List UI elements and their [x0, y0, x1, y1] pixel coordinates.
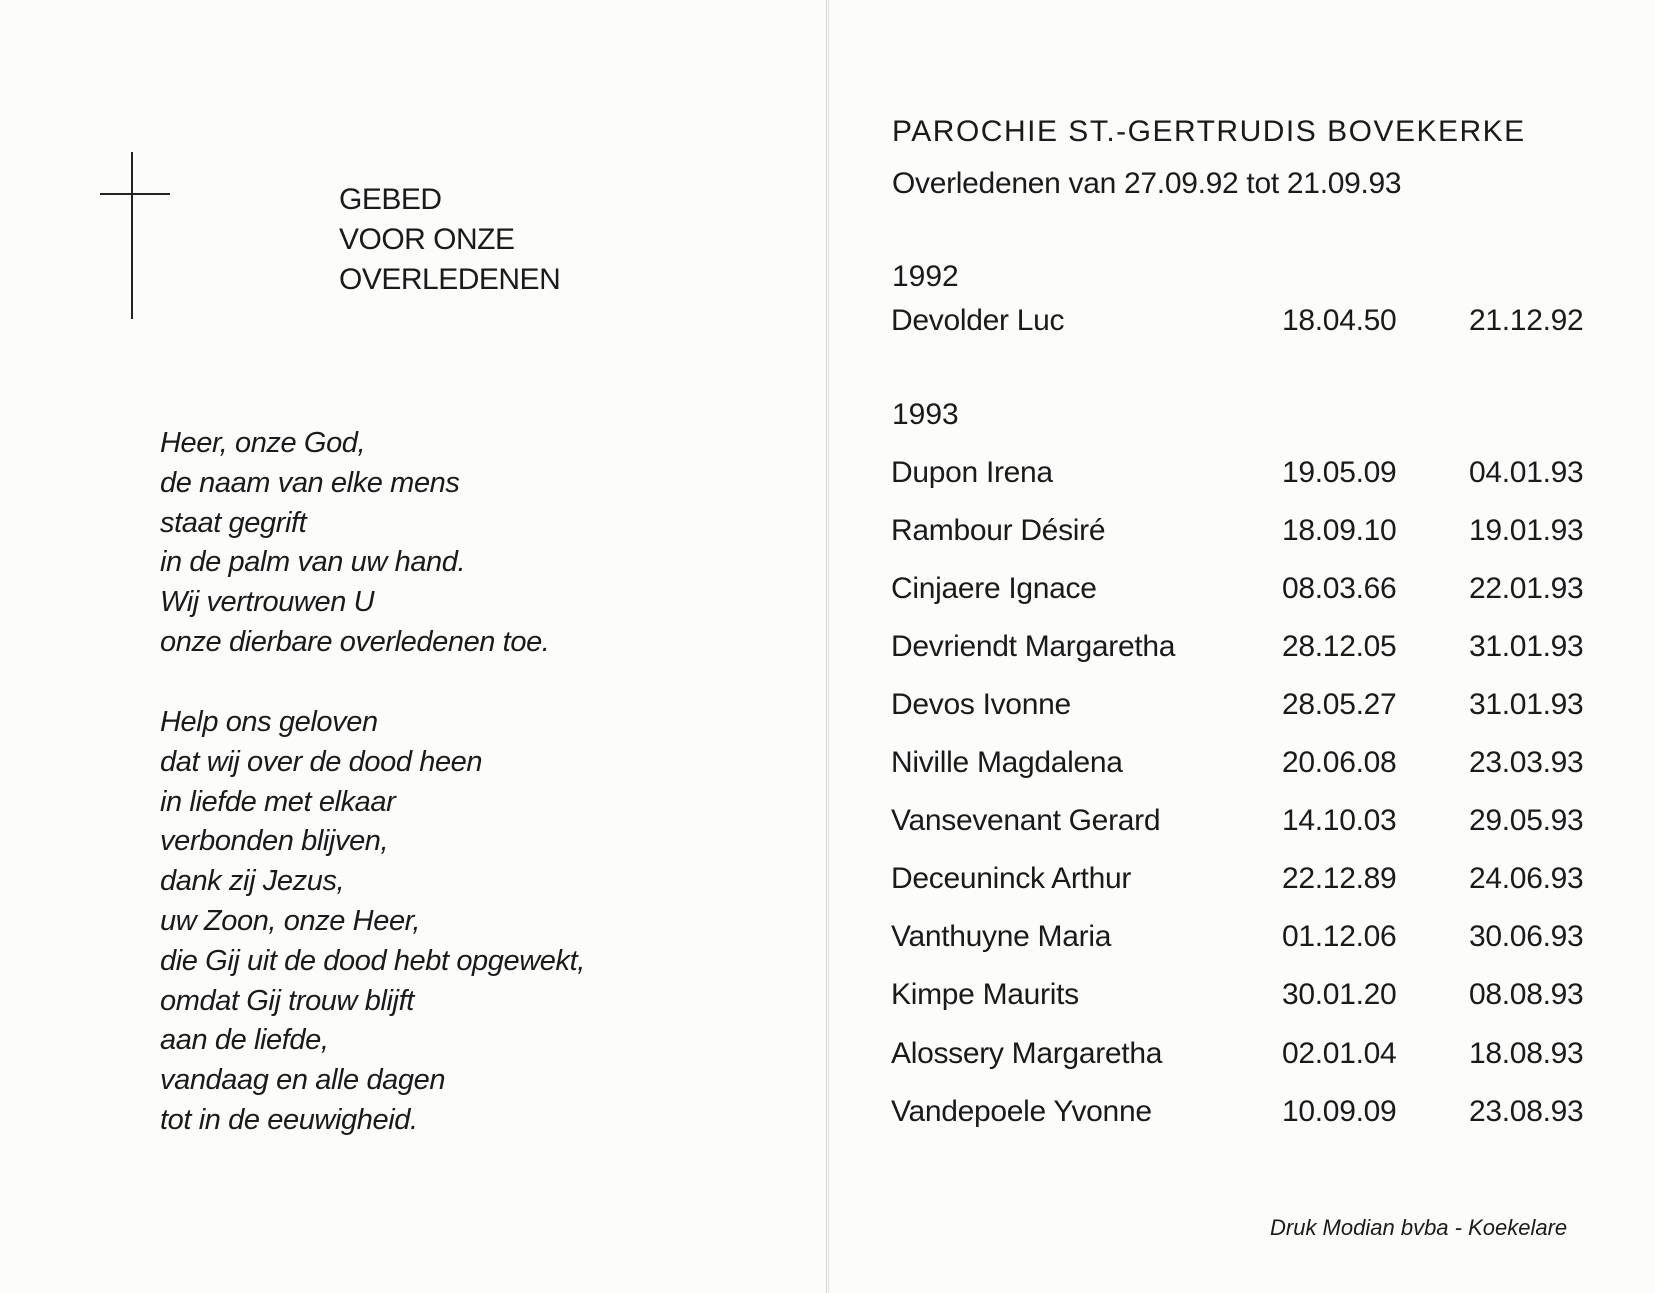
year-heading: 1993 [892, 398, 959, 431]
birth-date: 18.04.50 [1282, 304, 1397, 337]
parish-title: PAROCHIE ST.-GERTRUDIS BOVEKERKE [892, 115, 1526, 148]
deceased-name: Devriendt Margaretha [891, 630, 1176, 663]
deceased-name: Vandepoele Yvonne [891, 1095, 1152, 1128]
death-date: 04.01.93 [1469, 456, 1584, 489]
death-date: 31.01.93 [1469, 630, 1584, 663]
printer-credit: Druk Modian bvba - Koekelare [1270, 1215, 1568, 1240]
prayer-line: die Gij uit de dood hebt opgewekt, [160, 944, 585, 977]
birth-date: 10.09.09 [1282, 1095, 1397, 1128]
death-date: 21.12.92 [1469, 304, 1584, 337]
birth-date: 30.01.20 [1282, 978, 1397, 1011]
deceased-row [0, 572, 1655, 612]
birth-date: 18.09.10 [1282, 514, 1397, 547]
prayer-line: dank zij Jezus, [160, 865, 345, 898]
prayer-line: staat gegrift [160, 506, 307, 539]
deceased-name: Devolder Luc [891, 304, 1065, 337]
birth-date: 22.12.89 [1282, 862, 1397, 895]
birth-date: 19.05.09 [1282, 456, 1397, 489]
birth-date: 14.10.03 [1282, 804, 1397, 837]
birth-date: 20.06.08 [1282, 746, 1397, 779]
deceased-name: Cinjaere Ignace [891, 572, 1097, 605]
death-date: 31.01.93 [1469, 688, 1584, 721]
death-date: 30.06.93 [1469, 920, 1584, 953]
deceased-name: Alossery Margaretha [891, 1037, 1163, 1070]
death-date: 23.08.93 [1469, 1095, 1584, 1128]
prayer-line: in liefde met elkaar [160, 785, 396, 818]
deceased-row [0, 630, 1655, 670]
death-date: 08.08.93 [1469, 978, 1584, 1011]
heading-line: GEBED [339, 183, 442, 216]
birth-date: 28.12.05 [1282, 630, 1397, 663]
heading-line: OVERLEDENEN [339, 263, 561, 296]
deceased-row [0, 920, 1655, 960]
deceased-name: Devos Ivonne [891, 688, 1071, 721]
deceased-name: Dupon Irena [891, 456, 1053, 489]
prayer-line: in de palm van uw hand. [160, 546, 466, 579]
prayer-line: uw Zoon, onze Heer, [160, 904, 420, 937]
death-date: 19.01.93 [1469, 514, 1584, 547]
deceased-row [0, 688, 1655, 728]
year-heading: 1992 [892, 260, 959, 293]
prayer-line: tot in de eeuwigheid. [160, 1103, 418, 1136]
deceased-name: Vansevenant Gerard [891, 804, 1161, 837]
deceased-row [0, 804, 1655, 844]
deceased-name: Deceuninck Arthur [891, 862, 1132, 895]
deceased-row [0, 862, 1655, 902]
heading-line: VOOR ONZE [339, 223, 515, 256]
birth-date: 08.03.66 [1282, 572, 1397, 605]
deceased-row [0, 1095, 1655, 1135]
birth-date: 28.05.27 [1282, 688, 1397, 721]
prayer-line: Help ons geloven [160, 706, 378, 738]
deceased-name: Rambour Désiré [891, 514, 1106, 547]
deceased-row [0, 1037, 1655, 1077]
deceased-row [0, 514, 1655, 554]
prayer-line: vandaag en alle dagen [160, 1064, 446, 1097]
deceased-row [0, 304, 1655, 344]
deceased-name: Niville Magdalena [891, 746, 1123, 779]
period-subtitle: Overledenen van 27.09.92 tot 21.09.93 [892, 167, 1402, 200]
prayer-line: dat wij over de dood heen [160, 745, 483, 778]
death-date: 18.08.93 [1469, 1037, 1584, 1070]
prayer-line: Heer, onze God, [160, 427, 366, 459]
prayer-line: omdat Gij trouw blijft [160, 984, 414, 1017]
prayer-line: aan de liefde, [160, 1024, 329, 1057]
prayer-line: Wij vertrouwen U [160, 586, 375, 619]
cross-horizontal-bar [100, 193, 170, 195]
deceased-name: Vanthuyne Maria [891, 920, 1112, 953]
death-date: 24.06.93 [1469, 862, 1584, 895]
prayer-line: de naam van elke mens [160, 466, 460, 499]
deceased-row [0, 746, 1655, 786]
deceased-row [0, 456, 1655, 496]
birth-date: 02.01.04 [1282, 1037, 1397, 1070]
prayer-line: verbonden blijven, [160, 825, 389, 858]
cross-vertical-bar [131, 152, 133, 319]
deceased-name: Kimpe Maurits [891, 978, 1079, 1011]
death-date: 23.03.93 [1469, 746, 1584, 779]
prayer-heading [339, 180, 560, 300]
death-date: 29.05.93 [1469, 804, 1584, 837]
birth-date: 01.12.06 [1282, 920, 1397, 953]
death-date: 22.01.93 [1469, 572, 1584, 605]
deceased-row [0, 978, 1655, 1018]
prayer-line: onze dierbare overledenen toe. [160, 625, 550, 658]
